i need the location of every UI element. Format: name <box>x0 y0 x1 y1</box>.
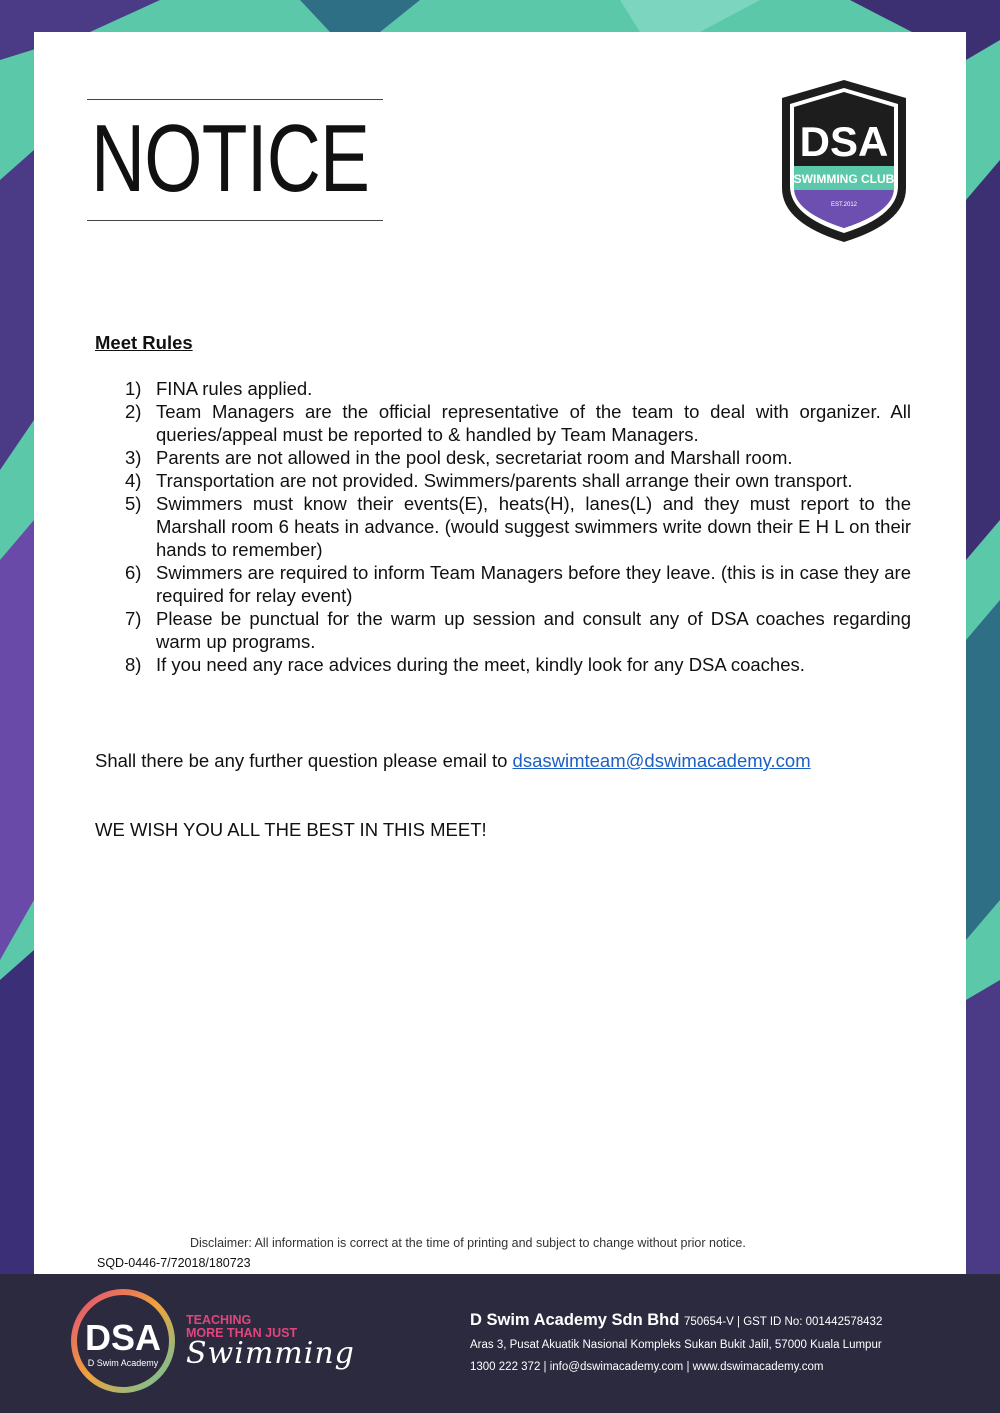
tagline-line-1: TEACHING <box>186 1313 252 1327</box>
list-item-number: 8) <box>125 654 142 675</box>
company-contacts: 1300 222 372 | info@dswimacademy.com | www.dswimacademy.com <box>470 1361 824 1373</box>
list-item <box>95 561 911 607</box>
academy-logo-sub: D Swim Academy <box>87 1358 159 1368</box>
list-item-number: 4) <box>125 470 142 491</box>
list-item-text: Parents are not allowed in the pool desk, secretariat room and Marshall room. <box>156 447 793 468</box>
academy-logo-text: DSA <box>84 1317 162 1358</box>
company-line <box>470 1311 882 1330</box>
meet-rules-heading: Meet Rules <box>95 332 193 353</box>
page-title: NOTICE <box>87 99 383 221</box>
contact-text: Shall there be any further question please email to <box>95 750 513 771</box>
list-item <box>95 469 911 492</box>
contact-line <box>95 750 811 772</box>
email-link[interactable]: dsaswimteam@dswimacademy.com <box>512 750 811 771</box>
list-item-text: Team Managers are the official representative of the team to deal with organizer. All queries/appeal must be reported to & handled by Team Managers. <box>156 401 911 445</box>
academy-logo <box>68 1286 178 1396</box>
list-item-number: 1) <box>125 378 142 399</box>
company-registration: 750654-V | GST ID No: 001442578432 <box>683 1316 883 1328</box>
list-item-number: 2) <box>125 401 142 422</box>
list-item-text: If you need any race advices during the meet, kindly look for any DSA coaches. <box>156 654 805 675</box>
list-item-text: Swimmers are required to inform Team Managers before they leave. (this is in case they are required for relay event) <box>156 562 911 606</box>
club-logo-text: DSA <box>799 118 889 165</box>
list-item-number: 5) <box>125 493 142 514</box>
list-item-number: 3) <box>125 447 142 468</box>
list-item-text: Please be punctual for the warm up session and consult any of DSA coaches regarding warm up programs. <box>156 608 911 652</box>
company-address: Aras 3, Pusat Akuatik Nasional Kompleks Sukan Bukit Jalil, 57000 Kuala Lumpur <box>470 1339 882 1351</box>
meet-rules-section <box>95 331 911 676</box>
list-item-text: Swimmers must know their events(E), heats(H), lanes(L) and they must report to the Marshall room 6 heats in advance. (would suggest swimmers write down their E H L on their hands to remember) <box>156 493 911 560</box>
list-item <box>95 492 911 561</box>
company-name: D Swim Academy Sdn Bhd <box>470 1311 680 1329</box>
disclaimer: Disclaimer: All information is correct at the time of printing and subject to change without prior notice. <box>190 1236 746 1250</box>
closing-message: WE WISH YOU ALL THE BEST IN THIS MEET! <box>95 819 487 840</box>
tagline-line-2: MORE THAN JUST <box>186 1326 298 1340</box>
list-item <box>95 377 911 400</box>
footer <box>0 1274 1000 1413</box>
list-item-number: 7) <box>125 608 142 629</box>
list-item <box>95 607 911 653</box>
list-item-number: 6) <box>125 562 142 583</box>
list-item <box>95 446 911 469</box>
document-reference: SQD-0446-7/72018/180723 <box>97 1256 251 1270</box>
list-item-text: Transportation are not provided. Swimmers/parents shall arrange their own transport. <box>156 470 853 491</box>
list-item <box>95 400 911 446</box>
script-wordmark: Swimming <box>186 1336 355 1371</box>
club-logo <box>776 78 912 244</box>
club-logo-band: SWIMMING CLUB <box>793 172 895 186</box>
list-item <box>95 653 911 676</box>
meet-rules-list <box>95 377 911 676</box>
club-logo-est: EST.2012 <box>830 202 858 208</box>
list-item-text: FINA rules applied. <box>156 378 313 399</box>
